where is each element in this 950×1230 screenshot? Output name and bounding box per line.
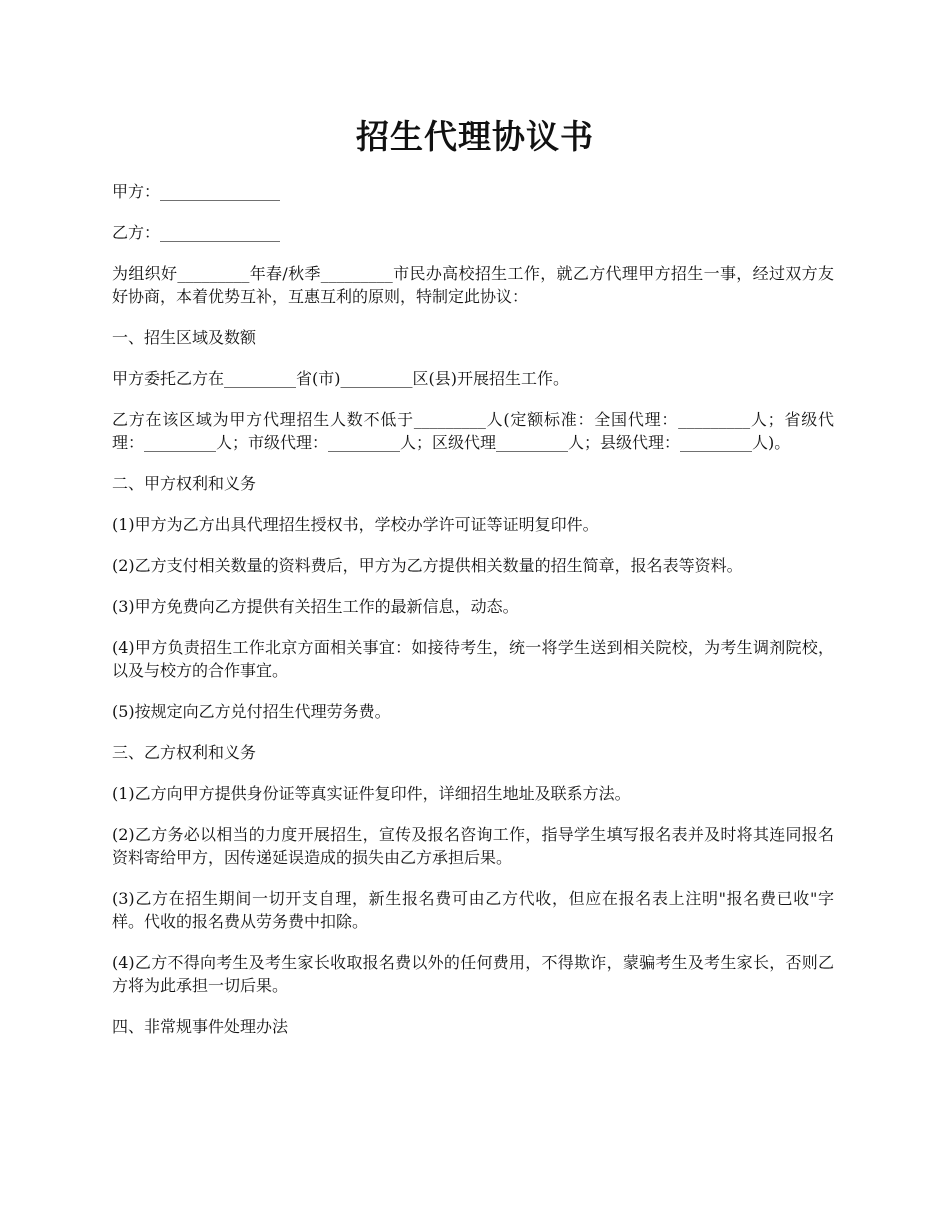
section-2-item-4: (4)甲方负责招生工作北京方面相关事宜：如接待考生，统一将学生送到相关院校，为考生调剂院校，以及与校方的合作事宜。 (112, 638, 834, 680)
document-title: 招生代理协议书 (356, 117, 594, 156)
section-2-item-3: (3)甲方免费向乙方提供有关招生工作的最新信息，动态。 (112, 597, 519, 616)
section-heading-1: 一、招生区域及数额 (112, 328, 257, 347)
section-3-item-1: (1)乙方向甲方提供身份证等真实证件复印件，详细招生地址及联系方法。 (112, 784, 631, 803)
section-1-paragraph-2: 乙方在该区域为甲方代理招生人数不低于_________人(定额标准：全国代理：_________人；省级代理：_________人；市级代理：_________人；区级代理_________人；县级代理：_________人)。 (112, 410, 834, 452)
section-heading-4: 四、非常规事件处理办法 (112, 1017, 289, 1036)
document-body (112, 180, 834, 1056)
section-3-item-3: (3)乙方在招生期间一切开支自理，新生报名费可由乙方代收，但应在报名表上注明"报名费已收"字样。代收的报名费从劳务费中扣除。 (112, 889, 834, 931)
section-2-item-1: (1)甲方为乙方出具代理招生授权书，学校办学许可证等证明复印件。 (112, 515, 599, 534)
section-3-item-4: (4)乙方不得向考生及考生家长收取报名费以外的任何费用，不得欺诈，蒙骗考生及考生家长，否则乙方将为此承担一切后果。 (112, 953, 834, 995)
party-a-line: 甲方：_______________ (112, 182, 281, 201)
section-2-item-5: (5)按规定向乙方兑付招生代理劳务费。 (112, 702, 391, 721)
party-b-line: 乙方：_______________ (112, 223, 281, 242)
section-3-item-2: (2)乙方务必以相当的力度开展招生，宣传及报名咨询工作，指导学生填写报名表并及时将其连同报名资料寄给甲方，因传递延误造成的损失由乙方承担后果。 (112, 825, 834, 867)
preamble-paragraph: 为组织好_________年春/秋季_________市民办高校招生工作，就乙方代理甲方招生一事，经过双方友好协商，本着优势互补，互惠互利的原则，特制定此协议： (112, 264, 834, 306)
section-1-paragraph-1: 甲方委托乙方在_________省(市)_________区(县)开展招生工作。 (112, 369, 569, 388)
section-2-item-2: (2)乙方支付相关数量的资料费后，甲方为乙方提供相关数量的招生简章，报名表等资料。 (112, 556, 743, 575)
section-heading-3: 三、乙方权利和义务 (112, 743, 257, 762)
section-heading-2: 二、甲方权利和义务 (112, 474, 257, 493)
